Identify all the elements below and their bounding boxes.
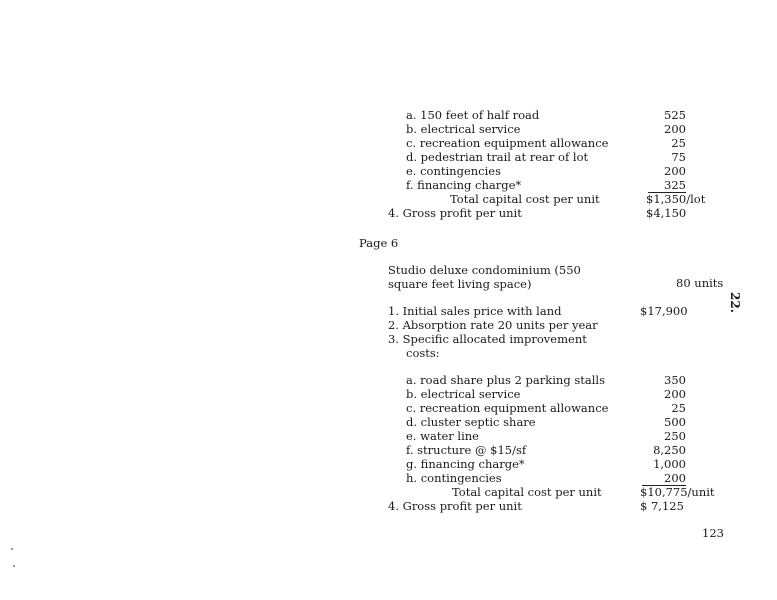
s2-title-line1: Studio deluxe condominium (550	[388, 263, 581, 277]
s2-item-1-label: 1. Initial sales price with land	[388, 304, 562, 318]
s2-total-value: $10,775/unit	[640, 485, 715, 499]
s1-item-d-label: d. pedestrian trail at rear of lot	[406, 150, 589, 164]
s2-gross-label: 4. Gross profit per unit	[388, 499, 522, 513]
s2-item-d-value: 500	[664, 415, 686, 429]
s2-item-e-value: 250	[664, 429, 686, 443]
s1-total-label: Total capital cost per unit	[450, 192, 600, 206]
page-label: Page 6	[359, 236, 399, 250]
s2-item-e-label: e. water line	[406, 429, 479, 443]
s2-item-3-label: 3. Specific allocated improvement	[388, 332, 587, 346]
s2-title-line2: square feet living space)	[388, 277, 532, 291]
s2-item-2-label: 2. Absorption rate 20 units per year	[388, 318, 598, 332]
s2-gross-value: $ 7,125	[640, 499, 684, 513]
s1-total-value: $1,350/lot	[646, 192, 706, 206]
s1-gross-value: $4,150	[646, 206, 687, 220]
s2-total-label: Total capital cost per unit	[452, 485, 602, 499]
s2-item-f-value: 8,250	[653, 443, 686, 457]
scan-speck	[11, 548, 13, 550]
s1-item-b-label: b. electrical service	[406, 122, 521, 136]
s2-item-1-value: $17,900	[640, 304, 688, 318]
s2-item-f-label: f. structure @ $15/sf	[406, 443, 527, 457]
s1-item-e-value: 200	[664, 164, 686, 178]
s2-item-b-value: 200	[664, 387, 686, 401]
s2-item-c-value: 25	[671, 401, 686, 415]
s1-item-e-label: e. contingencies	[406, 164, 501, 178]
side-number: 22.	[728, 292, 742, 313]
s2-item-c-label: c. recreation equipment allowance	[406, 401, 609, 415]
page-number: 123	[702, 526, 724, 540]
s2-item-a-value: 350	[664, 373, 686, 387]
s1-gross-label: 4. Gross profit per unit	[388, 206, 522, 220]
s1-item-c-value: 25	[671, 136, 686, 150]
s1-item-b-value: 200	[664, 122, 686, 136]
s2-item-b-label: b. electrical service	[406, 387, 521, 401]
s1-item-a-value: 525	[664, 108, 686, 122]
s2-item-a-label: a. road share plus 2 parking stalls	[406, 373, 605, 387]
s2-item-d-label: d. cluster septic share	[406, 415, 536, 429]
s1-item-f-label: f. financing charge*	[406, 178, 522, 192]
s1-item-c-label: c. recreation equipment allowance	[406, 136, 609, 150]
s1-item-d-value: 75	[671, 150, 686, 164]
s1-item-f-value: 325	[648, 178, 686, 193]
s2-item-h-value: 200	[642, 471, 686, 486]
s2-item-h-label: h. contingencies	[406, 471, 502, 485]
scan-speck	[13, 565, 15, 567]
s2-units: 80 units	[676, 276, 724, 290]
s2-item-g-value: 1,000	[653, 457, 686, 471]
s2-item-g-label: g. financing charge*	[406, 457, 525, 471]
s2-costs-label: costs:	[406, 346, 440, 360]
s1-item-a-label: a. 150 feet of half road	[406, 108, 540, 122]
